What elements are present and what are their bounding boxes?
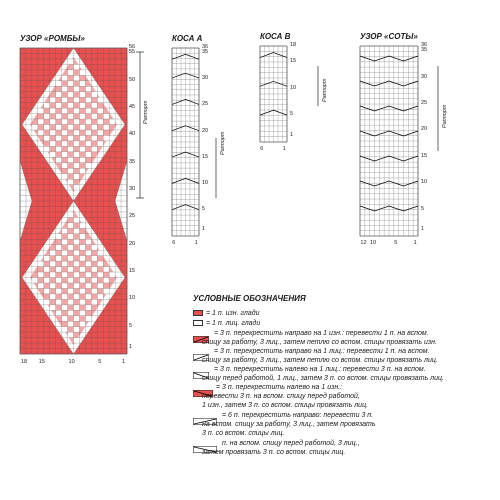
kosa-a-row-25: 25 <box>202 101 209 108</box>
romby-row-35: 35 <box>129 158 136 165</box>
romby-rapport-label: Раппорт <box>143 100 149 124</box>
romby-row-15: 15 <box>129 268 136 275</box>
soty-col-5: 5 <box>394 240 398 246</box>
romby-col-1: 1 <box>122 359 126 365</box>
romby-row-10: 10 <box>129 295 136 302</box>
romby-row-55: 55 <box>129 49 136 56</box>
kosa-b-row-18: 18 <box>290 42 297 48</box>
soty-col-12: 12 <box>360 240 367 246</box>
legend-item-7-line-1: = 6 п. перекрестить направо: перевести 3 п. <box>222 412 374 419</box>
kosa-b-row-1: 1 <box>290 131 294 138</box>
kosa-b-col-6: 6 <box>260 146 264 152</box>
soty-row-1: 1 <box>421 225 425 232</box>
romby-col-15: 15 <box>38 359 45 365</box>
legend-item-6-line-3: 1 изн., затем 3 п. со вспом. спицы провязать лиц. <box>202 402 369 409</box>
soty-rapport-label: Раппорт <box>442 104 448 128</box>
soty-title: УЗОР «СОТЫ» <box>360 32 418 41</box>
romby-col-5: 5 <box>98 359 102 365</box>
legend-item-6-line-2: перевести 3 п. на вспом. спицу перед работой, <box>202 393 360 400</box>
legend-item-5-line-1: = 3 п. перекрестить налево на 1 лиц.: перевести 3 п. на вспом. <box>214 366 426 373</box>
soty-row-25: 25 <box>421 100 428 107</box>
kosa-a-row-35: 35 <box>202 49 209 56</box>
romby-col-18: 18 <box>20 359 28 365</box>
kosa-a-row-36: 36 <box>202 44 209 50</box>
romby-row-20: 20 <box>129 240 136 247</box>
kosa-a-row-10: 10 <box>202 179 209 186</box>
kosa-b-col-1: 1 <box>282 146 286 152</box>
kosa-a-rapport-label: Раппорт <box>220 131 226 155</box>
kosa-b-rapport-label: Раппорт <box>322 78 328 102</box>
legend-item-7-line-2: на вспом. спицу за работу, 3 лиц., затем провязать <box>202 421 376 428</box>
soty-row-36: 36 <box>421 42 428 48</box>
legend-item-4-line-1: = 3 п. перекрестить направо на 1 лиц.: перевести 1 п. на вспом. <box>214 348 430 355</box>
kosa-b-grid <box>260 46 287 142</box>
legend-title: УСЛОВНЫЕ ОБОЗНАЧЕНИЯ <box>193 294 306 303</box>
romby-row-40: 40 <box>129 131 136 138</box>
soty-grid <box>360 46 418 236</box>
soty-col-1: 1 <box>413 240 417 246</box>
romby-row-30: 30 <box>129 186 136 193</box>
kosa-b-title: КОСА В <box>260 32 291 41</box>
soty-row-5: 5 <box>421 205 425 212</box>
romby-row-25: 25 <box>129 213 136 220</box>
kosa-b-row-15: 15 <box>290 58 297 64</box>
kosa-a-row-20: 20 <box>202 127 209 134</box>
legend-item-7-line-3: 3 п. со вспом. спицы лиц. <box>202 430 285 437</box>
kosa-b-row-10: 10 <box>290 84 297 91</box>
kosa-a-row-5: 5 <box>202 205 206 212</box>
romby-row-45: 45 <box>129 104 136 111</box>
kosa-b-row-5: 5 <box>290 111 294 118</box>
legend-item-2-line-1: = 1 п. лиц. глади <box>206 320 261 327</box>
legend-item-5-line-2: спицу перед работой, 1 лиц., затем 3 п. со вспом. спицы провязать лиц. <box>202 375 444 382</box>
soty-row-35: 35 <box>421 47 428 54</box>
legend-item-1-line-1: = 1 п. изн. глади <box>206 310 260 317</box>
romby-col-10: 10 <box>68 359 75 365</box>
kosa-a-row-15: 15 <box>202 153 209 160</box>
kosa-a-col-6: 6 <box>172 240 176 246</box>
legend-item-4-line-2: спицу за работу, 3 лиц., затем петлю со вспом. спицы провязать лиц. <box>202 357 438 364</box>
soty-row-30: 30 <box>421 73 428 80</box>
legend-item-8-line-2: затем провязать 3 п. со вспом. спицы лиц. <box>202 449 346 456</box>
kosa-a-row-1: 1 <box>202 225 206 232</box>
romby-row-1: 1 <box>129 343 133 350</box>
romby-row-50: 50 <box>129 76 136 83</box>
kosa-a-grid <box>172 48 199 236</box>
soty-row-20: 20 <box>421 126 428 133</box>
kosa-a-title: КОСА А <box>172 34 203 43</box>
kosa-a-col-1: 1 <box>194 240 198 246</box>
legend-item-3-line-2: спицу за работу, 3 лиц., затем петлю со вспом. спицы провязать изн. <box>202 339 437 346</box>
romby-row-56: 56 <box>129 44 136 50</box>
soty-row-10: 10 <box>421 179 428 186</box>
romby-title: УЗОР «РОМБЫ» <box>20 34 85 43</box>
kosa-a-row-30: 30 <box>202 75 209 82</box>
legend-item-8-line-1: п. на вспом. спицу перед работой, 3 лиц., <box>222 440 360 447</box>
soty-col-10: 10 <box>370 240 377 246</box>
soty-row-15: 15 <box>421 152 428 159</box>
legend-item-3-line-1: = 3 п. перекрестить направо на 1 изн.: перевести 1 п. на вспом. <box>214 330 429 337</box>
romby-row-5: 5 <box>129 322 133 329</box>
legend-item-6-line-1: = 3 п. перекрестить налево на 1 изн.: <box>216 384 343 391</box>
